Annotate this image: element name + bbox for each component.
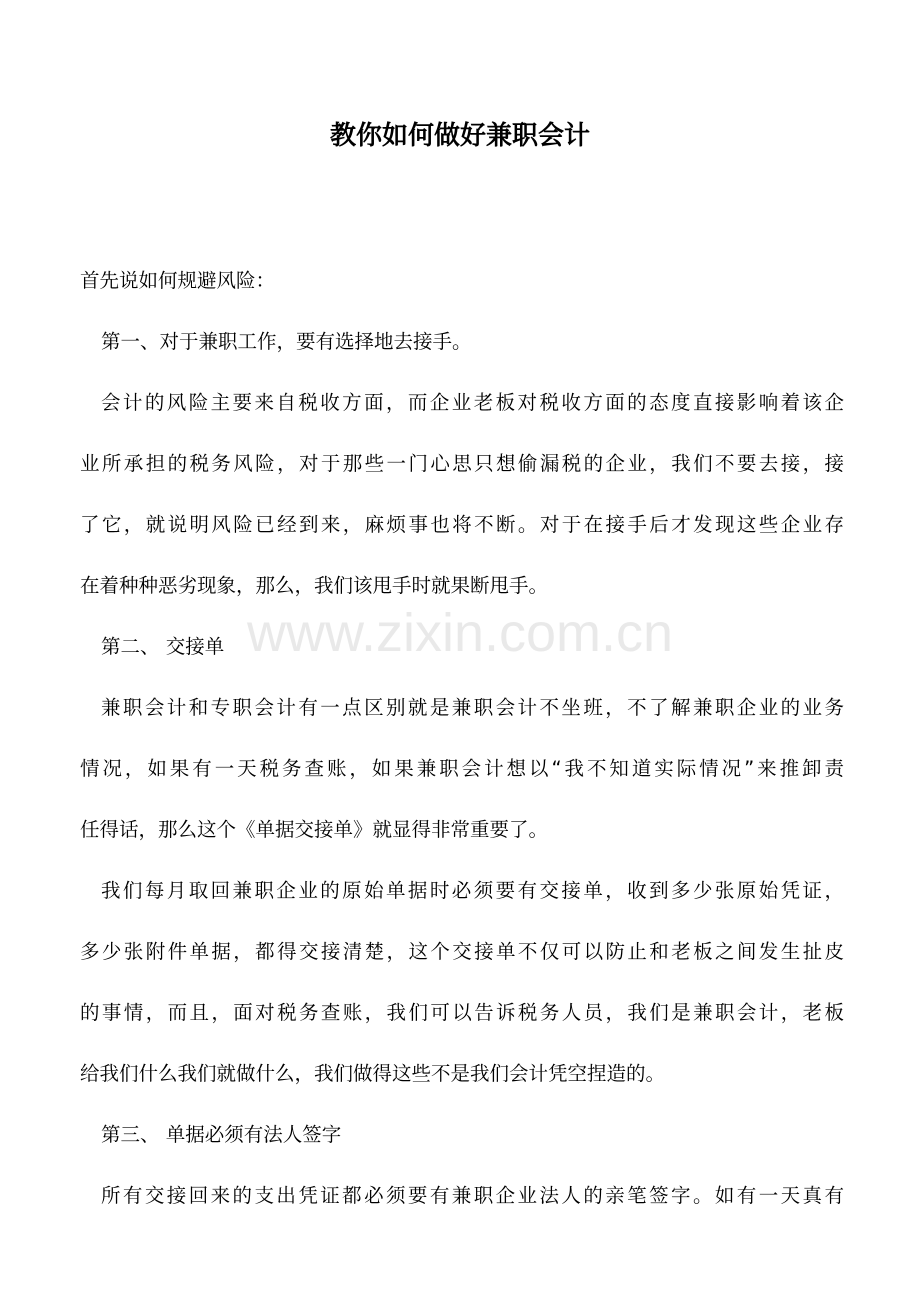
text-line: 首先说如何规避风险： <box>80 269 276 292</box>
text-line: 业所承担的税务风险，对于那些一门心思只想偷漏税的企业，我们不要去接，接 <box>80 452 844 475</box>
text-line: 给我们什么我们就做什么，我们做得这些不是我们会计凭空捏造的。 <box>80 1062 666 1085</box>
text-line: 第二、 交接单 <box>101 635 225 658</box>
text-line: 会计的风险主要来自税收方面，而企业老板对税收方面的态度直接影响着该企 <box>101 391 844 414</box>
text-line: 我们每月取回兼职企业的原始单据时必须要有交接单，收到多少张原始凭证， <box>101 879 844 902</box>
text-line: 的事情，而且，面对税务查账，我们可以告诉税务人员，我们是兼职会计，老板 <box>80 1001 844 1024</box>
text-line: 所有交接回来的支出凭证都必须要有兼职企业法人的亲笔签字。如有一天真有 <box>101 1184 844 1207</box>
document-title: 教你如何做好兼职会计 <box>329 121 590 151</box>
text-line: 在着种种恶劣现象，那么，我们该甩手时就果断甩手。 <box>80 574 549 597</box>
text-line: 多少张附件单据，都得交接清楚，这个交接单不仅可以防止和老板之间发生扯皮 <box>80 940 844 963</box>
watermark: www.zixin.com.cn <box>246 603 674 663</box>
text-line: 任得话，那么这个《单据交接单》就显得非常重要了。 <box>80 818 549 841</box>
text-line: 情况，如果有一天税务查账，如果兼职会计想以“我不知道实际情况”来推卸责 <box>80 757 844 780</box>
text-line: 了它，就说明风险已经到来，麻烦事也将不断。对于在接手后才发现这些企业存 <box>80 513 844 536</box>
document-body <box>80 250 844 1226</box>
text-line: 兼职会计和专职会计有一点区别就是兼职会计不坐班，不了解兼职企业的业务 <box>101 696 844 719</box>
text-line: 第一、对于兼职工作，要有选择地去接手。 <box>101 330 472 353</box>
text-line: 第三、 单据必须有法人签字 <box>101 1123 342 1146</box>
